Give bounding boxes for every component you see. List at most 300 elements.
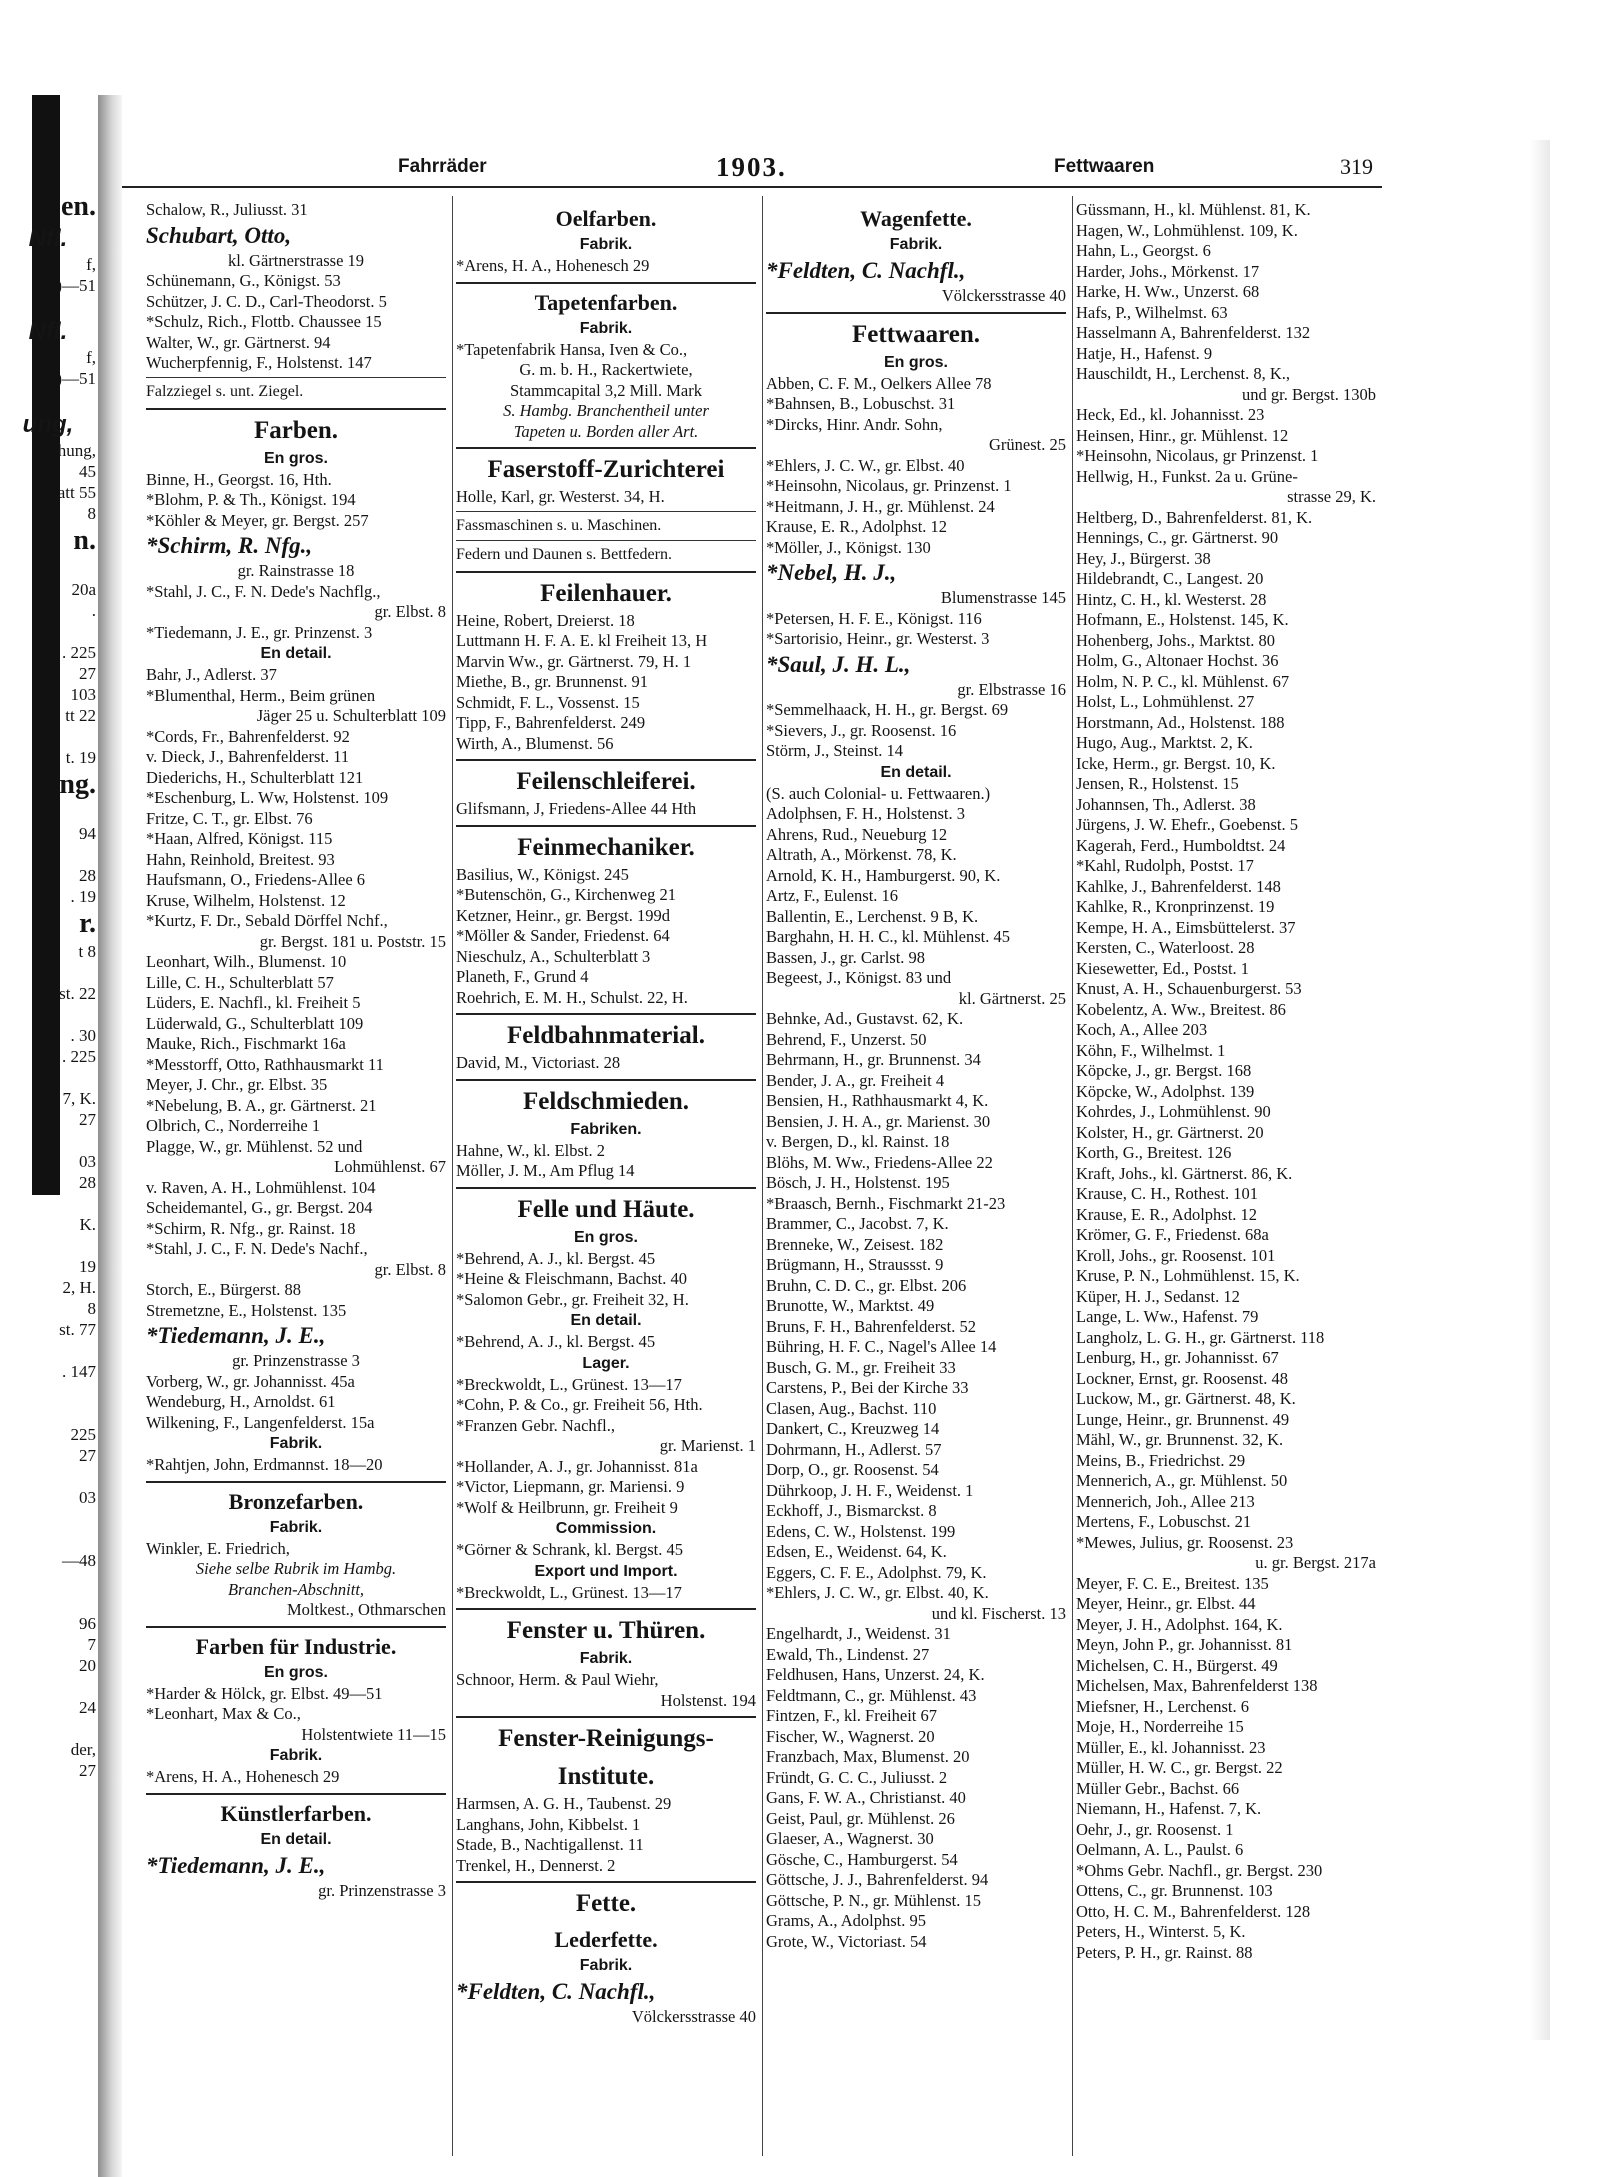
facing-page-fragment-line (0, 1508, 96, 1529)
directory-entry: Clasen, Aug., Bachst. 110 (766, 1398, 937, 1418)
facing-page-fragment-line: 03 (79, 1488, 96, 1507)
directory-entry: Dankert, C., Kreuzweg 14 (766, 1419, 940, 1438)
directory-entry: Güssmann, H., kl. Mühlenst. 81, K. (1076, 200, 1311, 219)
directory-entry: Hagen, W., Lohmühlenst. 109, K. (1076, 220, 1298, 240)
directory-entry: Arnold, K. H., Hamburgerst. 90, K. (766, 865, 1001, 885)
cross-reference: Falzziegel s. unt. Ziegel. (146, 382, 304, 400)
directory-entry: Holm, G., Altonaer Hochst. 36 (1076, 651, 1279, 670)
section-rule (766, 312, 1066, 314)
featured-entry: *Tiedemann, J. E., (146, 1852, 326, 1878)
directory-entry: Busch, G. M., gr. Freiheit 33 (766, 1357, 956, 1377)
directory-entry: *Salomon Gebr., gr. Freiheit 32, H. (456, 1289, 689, 1309)
column-2 (456, 200, 756, 2028)
facing-page-fragment-line: 27 (79, 1446, 96, 1465)
directory-entry: Müller, E., kl. Johannisst. 23 (1076, 1737, 1266, 1757)
directory-entry: kl. Gärtnerst. 25 (958, 988, 1066, 1008)
directory-entry: *Schulz, Rich., Flottb. Chaussee 15 (146, 312, 382, 331)
directory-entry: Fintzen, F., kl. Freiheit 67 (766, 1706, 938, 1725)
directory-entry: Vorberg, W., gr. Johannisst. 45a (146, 1371, 355, 1391)
facing-page-fragment-line (0, 1067, 96, 1088)
directory-entry: v. Raven, A. H., Lohmühlenst. 104 (146, 1177, 376, 1197)
directory-entry: Holm, N. P. C., kl. Mühlenst. 67 (1076, 671, 1290, 691)
directory-entry: Behrmann, H., gr. Brunnenst. 34 (766, 1050, 981, 1069)
directory-entry: Hohenberg, Johs., Marktst. 80 (1076, 630, 1276, 650)
directory-entry: Kruse, Wilhelm, Holstenst. 12 (146, 890, 346, 910)
directory-entry: Ahrens, Rud., Neueburg 12 (766, 824, 948, 844)
directory-entry: Kagerah, Ferd., Humboldtst. 24 (1076, 835, 1286, 855)
directory-entry: Hintz, C. H., kl. Westerst. 28 (1076, 589, 1267, 609)
section-rule (456, 1716, 756, 1718)
category-heading: Künstlerfarben. (220, 1800, 372, 1826)
directory-entry: Grünest. 25 (989, 435, 1066, 454)
facing-page-fragment-line: f, (86, 348, 96, 367)
directory-entry: Jäger 25 u. Schulterblatt 109 (256, 706, 446, 725)
facing-page-fragment-line: . 19 (70, 887, 96, 906)
category-heading: Faserstoff-Zurichterei (487, 456, 725, 483)
facing-page-fragment-line: 8 (87, 1299, 96, 1318)
directory-entry: Kersten, C., Waterloost. 28 (1076, 938, 1255, 957)
directory-entry: u. gr. Bergst. 217a (1255, 1553, 1376, 1572)
directory-entry: *Victor, Liepmann, gr. Mariensi. 9 (456, 1477, 685, 1496)
directory-entry: Wilkening, F., Langenfelderst. 15a (146, 1412, 375, 1432)
facing-page-fragment-line: )—51 (56, 369, 96, 388)
directory-entry: (S. auch Colonial- u. Fettwaaren.) (766, 783, 991, 803)
directory-entry: Bühring, H. F. C., Nagel's Allee 14 (766, 1337, 997, 1356)
directory-entry: Hahn, L., Georgst. 6 (1076, 241, 1211, 260)
directory-entry: *Harder & Hölck, gr. Elbst. 49—51 (146, 1683, 383, 1703)
directory-entry: gr. Rainstrasse 18 (237, 561, 355, 580)
facing-page-fragment-line: )—51 (56, 276, 96, 295)
directory-entry: Gans, F. W. A., Christianst. 40 (766, 1788, 966, 1807)
directory-entry: *Franzen Gebr. Nachfl., (456, 1415, 615, 1435)
directory-entry: *Hollander, A. J., gr. Johannisst. 81a (456, 1456, 698, 1476)
directory-entry: Knust, A. H., Schauenburgerst. 53 (1076, 979, 1302, 998)
subcategory-label: En detail. (570, 1312, 642, 1329)
facing-page-fragment-line (0, 558, 96, 579)
directory-entry: Hahne, W., kl. Elbst. 2 (456, 1140, 605, 1160)
subcategory-label: En detail. (260, 645, 332, 662)
directory-entry: Göttsche, P. N., gr. Mühlenst. 15 (766, 1890, 981, 1910)
directory-entry: *Mewes, Julius, gr. Roosenst. 23 (1076, 1532, 1294, 1552)
facing-page-fragment-line: 28 (79, 866, 96, 885)
directory-entry: Mähl, W., gr. Brunnenst. 32, K. (1076, 1430, 1284, 1449)
section-rule (456, 511, 756, 512)
subcategory-label: Fabrik. (579, 1650, 633, 1667)
directory-entry: gr. Marienst. 1 (659, 1436, 756, 1455)
directory-entry: Glifsmann, J, Friedens-Allee 44 Hth (456, 799, 697, 818)
directory-entry: Koch, A., Allee 203 (1076, 1020, 1208, 1039)
facing-page-fragment-line: 27 (79, 1761, 96, 1780)
directory-entry: Stammcapital 3,2 Mill. Mark (509, 380, 702, 400)
gutter-shadow (98, 95, 122, 2177)
facing-page-fragment-line: . 225 (62, 1047, 96, 1066)
facing-page-fragment-line (0, 389, 96, 410)
directory-entry: *Leonhart, Max & Co., (146, 1704, 301, 1723)
directory-entry: Meyer, J. H., Adolphst. 164, K. (1076, 1614, 1283, 1634)
column-4 (1076, 200, 1376, 1963)
directory-entry: gr. Elbstrasse 16 (957, 679, 1066, 699)
category-note: S. Hambg. Branchentheil unter (503, 401, 709, 420)
category-heading: Feldschmieden. (523, 1087, 689, 1115)
directory-entry: *Köhler & Meyer, gr. Bergst. 257 (146, 510, 369, 530)
directory-entry: Dorp, O., gr. Roosenst. 54 (766, 1460, 939, 1479)
category-heading: Feinmechaniker. (517, 833, 695, 861)
directory-entry: *Haan, Alfred, Königst. 115 (146, 829, 333, 848)
directory-entry: Adolphsen, F. H., Holstenst. 3 (766, 804, 965, 823)
directory-entry: *Arens, H. A., Hohenesch 29 (456, 256, 650, 275)
directory-entry: Meyer, F. C. E., Breitest. 135 (1076, 1573, 1269, 1593)
facing-page-fragment-line: r. (79, 908, 96, 939)
facing-page-fragment-line: . 30 (70, 1026, 96, 1045)
facing-page-fragment-line (0, 621, 96, 642)
directory-entry: Basilius, W., Königst. 245 (456, 864, 629, 884)
directory-entry: Krause, C. H., Rothest. 101 (1076, 1184, 1258, 1203)
directory-entry: Luckow, M., gr. Gärtnerst. 48, K. (1076, 1389, 1296, 1408)
facing-page-fragment (0, 190, 96, 1781)
directory-entry: Ballentin, E., Lerchenst. 9 B, K. (766, 906, 979, 926)
subcategory-label: Fabrik. (269, 1518, 323, 1536)
directory-entry: Lange, L. Ww., Hafenst. 79 (1076, 1307, 1259, 1326)
directory-entry: Hildebrandt, C., Langest. 20 (1076, 569, 1264, 588)
directory-entry: Lüderwald, G., Schulterblatt 109 (146, 1013, 364, 1033)
facing-page-fragment-line: 28 (79, 1173, 96, 1192)
facing-page-fragment-line: t 8 (78, 942, 96, 961)
directory-entry: *Butenschön, G., Kirchenweg 21 (456, 885, 676, 904)
facing-page-fragment-line: 27 (79, 1110, 96, 1129)
section-rule (456, 447, 756, 449)
directory-entry: Holle, Karl, gr. Westerst. 34, H. (456, 487, 665, 506)
facing-page-fragment-line: 27 (79, 664, 96, 683)
directory-entry: Altrath, A., Mörkenst. 78, K. (766, 845, 957, 864)
directory-entry: Brunotte, W., Marktst. 49 (766, 1296, 935, 1315)
directory-entry: *Rahtjen, John, Erdmannst. 18—20 (146, 1455, 383, 1474)
directory-entry: Brenneke, W., Zeisest. 182 (766, 1234, 944, 1254)
directory-entry: *Braasch, Bernh., Fischmarkt 21-23 (766, 1193, 1006, 1213)
directory-entry: Hasselmann A, Bahrenfelderst. 132 (1076, 323, 1311, 342)
directory-entry: Tipp, F., Bahrenfelderst. 249 (456, 713, 646, 732)
column-divider (762, 196, 763, 2156)
directory-entry: *Tapetenfabrik Hansa, Iven & Co., (456, 339, 688, 359)
directory-entry: *Blumenthal, Herm., Beim grünen (146, 685, 376, 705)
directory-entry: *Bahnsen, B., Lobuschst. 31 (766, 394, 956, 413)
directory-entry: Blöhs, M. Ww., Friedens-Allee 22 (766, 1152, 993, 1172)
facing-page-fragment-line: ung, (22, 411, 74, 438)
running-header (122, 150, 1382, 184)
featured-entry: *Feldten, C. Nachfl., (766, 258, 966, 283)
category-heading: Feilenschleiferei. (516, 768, 696, 795)
directory-entry: *Stahl, J. C., F. N. Dede's Nachf., (146, 1239, 368, 1258)
subcategory-label: Commission. (555, 1520, 657, 1537)
directory-entry: Franzbach, Max, Blumenst. 20 (766, 1747, 970, 1766)
directory-entry: Begeest, J., Königst. 83 und (766, 968, 952, 987)
directory-entry: *Eschenburg, L. Ww, Holstenst. 109 (146, 788, 389, 807)
directory-entry: v. Dieck, J., Bahrenfelderst. 11 (146, 747, 350, 766)
section-rule (456, 1608, 756, 1610)
directory-entry: Feldtmann, C., gr. Mühlenst. 43 (766, 1685, 977, 1705)
directory-entry: Icke, Herm., gr. Bergst. 10, K. (1076, 753, 1276, 773)
directory-entry: *Behrend, A. J., kl. Bergst. 45 (456, 1332, 656, 1351)
directory-entry: Langhans, John, Kibbelst. 1 (456, 1814, 641, 1834)
directory-entry: Miethe, B., gr. Brunnenst. 91 (456, 672, 649, 691)
directory-entry: Harmsen, A. G. H., Taubenst. 29 (456, 1794, 672, 1813)
facing-page-fragment-line (0, 1235, 96, 1256)
directory-entry: Lohmühlenst. 67 (334, 1157, 446, 1176)
directory-entry: G. m. b. H., Rackertwiete, (519, 360, 693, 379)
directory-entry: Hofmann, E., Holstenst. 145, K. (1076, 610, 1289, 629)
directory-entry: Eggers, C. F. E., Adolphst. 79, K. (766, 1562, 987, 1582)
directory-entry: *Behrend, A. J., kl. Bergst. 45 (456, 1248, 656, 1268)
section-rule (456, 571, 756, 573)
directory-entry: *Messtorff, Otto, Rathhausmarkt 11 (146, 1054, 384, 1074)
column-divider (1072, 196, 1073, 2156)
directory-entry: und kl. Fischerst. 13 (931, 1603, 1066, 1623)
directory-entry: *Heinsohn, Nicolaus, gr. Prinzenst. 1 (766, 476, 1012, 495)
facing-page-fragment-line (0, 726, 96, 747)
category-heading: Farben für Industrie. (195, 1633, 397, 1659)
directory-entry: Olbrich, C., Norderreihe 1 (146, 1116, 321, 1135)
facing-page-fragment-line: 8 (87, 504, 96, 523)
facing-page-fragment-line: att 55 (57, 483, 96, 502)
subcategory-label: Fabrik. (579, 319, 633, 337)
directory-entry: Bensien, J. H. A., gr. Marienst. 30 (766, 1111, 991, 1131)
directory-entry: Bahr, J., Adlerst. 37 (146, 665, 277, 684)
facing-page-fragment-line (0, 1340, 96, 1361)
category-heading: Fenster u. Thüren. (506, 1617, 706, 1644)
subcategory-label: En gros. (883, 353, 948, 371)
directory-entry: Kraft, Johs., kl. Gärtnerst. 86, K. (1076, 1163, 1293, 1183)
header-year: 1903. (716, 152, 787, 182)
directory-entry: Walter, W., gr. Gärtnerst. 94 (146, 332, 331, 352)
facing-page-fragment-line (0, 802, 96, 823)
directory-entry: *Dircks, Hinr. Andr. Sohn, (766, 414, 943, 434)
facing-page-fragment-line (0, 1130, 96, 1151)
facing-page-fragment-line: 7 (87, 1635, 96, 1654)
directory-entry: Blumenstrasse 145 (940, 588, 1066, 607)
directory-entry: Feldhusen, Hans, Unzerst. 24, K. (766, 1665, 985, 1684)
directory-entry: *Breckwoldt, L., Grünest. 13—17 (456, 1374, 682, 1394)
directory-entry: *Semmelhaack, H. H., gr. Bergst. 69 (766, 700, 1009, 719)
facing-page-fragment-line: K. (79, 1215, 96, 1234)
directory-entry: Edsen, E., Weidenst. 64, K. (766, 1542, 947, 1561)
directory-entry: Köhn, F., Wilhelmst. 1 (1076, 1040, 1226, 1060)
column-divider (452, 196, 453, 2156)
header-rule (122, 186, 1382, 188)
category-heading: Institute. (557, 1763, 655, 1790)
directory-entry: Meyer, Heinr., gr. Elbst. 44 (1076, 1594, 1256, 1613)
directory-entry: Kolster, H., gr. Gärtnerst. 20 (1076, 1122, 1264, 1142)
directory-entry: *Ehlers, J. C. W., gr. Elbst. 40 (766, 455, 965, 475)
directory-entry: Planeth, F., Grund 4 (456, 967, 589, 986)
directory-entry: Kroll, Johs., gr. Roosenst. 101 (1076, 1245, 1276, 1265)
directory-entry: *Schirm, R. Nfg., gr. Rainst. 18 (146, 1218, 356, 1238)
facing-page-fragment-line: tt 22 (65, 706, 96, 725)
directory-entry: Fritze, C. T., gr. Elbst. 76 (146, 808, 313, 828)
featured-entry: *Nebel, H. J., (766, 560, 897, 585)
directory-entry: Fischer, W., Wagnerst. 20 (766, 1726, 935, 1746)
directory-entry: Meyn, John P., gr. Johannisst. 81 (1076, 1635, 1293, 1654)
facing-page-fragment-line: 103 (70, 685, 96, 704)
category-heading: Farben. (253, 416, 339, 444)
directory-entry: Harke, H. Ww., Unzerst. 68 (1076, 282, 1260, 301)
directory-entry: Kobelentz, A. Ww., Breitest. 86 (1076, 999, 1286, 1019)
facing-page-fragment-line: st. 22 (59, 984, 96, 1003)
directory-entry: gr. Prinzenstrasse 3 (318, 1880, 446, 1900)
subcategory-label: En detail. (880, 763, 952, 781)
cross-reference: Federn und Daunen s. Bettfedern. (456, 545, 672, 563)
directory-entry: Lenburg, H., gr. Johannisst. 67 (1076, 1348, 1279, 1367)
directory-entry: Ottens, C., gr. Brunnenst. 103 (1076, 1881, 1273, 1900)
category-heading: Tapetenfarben. (534, 289, 678, 315)
directory-entry: *Blohm, P. & Th., Königst. 194 (146, 490, 356, 509)
page-number: 319 (1340, 154, 1373, 179)
directory-entry: Carstens, P., Bei der Kirche 33 (766, 1378, 969, 1397)
facing-page-fragment-line: 96 (79, 1614, 96, 1633)
featured-entry: *Feldten, C. Nachfl., (456, 1979, 656, 2004)
directory-entry: Müller Gebr., Bachst. 66 (1076, 1778, 1240, 1798)
directory-entry: Schünemann, G., Königst. 53 (146, 271, 341, 290)
directory-entry: Marvin Ww., gr. Gärtnerst. 79, H. 1 (456, 651, 692, 671)
directory-entry: Hennings, C., gr. Gärtnerst. 90 (1076, 528, 1279, 547)
directory-entry: gr. Bergst. 181 u. Poststr. 15 (259, 931, 446, 951)
featured-entry: Schubart, Otto, (146, 222, 292, 248)
directory-entry: Behnke, Ad., Gustavst. 62, K. (766, 1009, 964, 1028)
directory-entry: Ketzner, Heinr., gr. Bergst. 199d (456, 905, 670, 925)
facing-page-fragment-line: 7, K. (62, 1089, 96, 1108)
directory-entry: Lille, C. H., Schulterblatt 57 (146, 972, 334, 992)
directory-entry: Storch, E., Bürgerst. 88 (146, 1280, 302, 1299)
directory-entry: Leonhart, Wilh., Blumenst. 10 (146, 952, 347, 971)
directory-entry: *Ehlers, J. C. W., gr. Elbst. 40, K. (766, 1583, 989, 1602)
directory-entry: Moje, H., Norderreihe 15 (1076, 1717, 1244, 1736)
header-left-keyword: Fahrräder (398, 156, 487, 177)
facing-page-fragment-line: Nfl. (28, 318, 68, 345)
category-heading: Fette. (575, 1890, 637, 1917)
directory-entry: Edens, C. W., Holstenst. 199 (766, 1521, 956, 1541)
directory-entry: Geist, Paul, gr. Mühlenst. 26 (766, 1808, 955, 1828)
directory-entry: Bruhn, C. D. C., gr. Elbst. 206 (766, 1275, 967, 1295)
directory-entry: Köpcke, W., Adolphst. 139 (1076, 1081, 1255, 1101)
directory-entry: *Stahl, J. C., F. N. Dede's Nachflg., (146, 581, 381, 601)
section-rule (456, 759, 756, 761)
directory-entry: Miefsner, H., Lerchenst. 6 (1076, 1696, 1249, 1716)
facing-page-fragment-line: —48 (62, 1551, 96, 1570)
directory-entry: Peters, H., Winterst. 5, K. (1076, 1922, 1246, 1941)
directory-entry: Wirth, A., Blumenst. 56 (456, 733, 614, 753)
directory-entry: Kempe, H. A., Eimsbüttelerst. 37 (1076, 917, 1296, 937)
directory-entry: Krause, E. R., Adolphst. 12 (1076, 1204, 1258, 1224)
facing-page-fragment-line (0, 844, 96, 865)
section-rule (456, 1013, 756, 1015)
subcategory-label: Fabrik. (889, 236, 943, 253)
directory-entry: *Ohms Gebr. Nachfl., gr. Bergst. 230 (1076, 1860, 1323, 1880)
directory-entry: Jensen, R., Holstenst. 15 (1076, 774, 1239, 793)
facing-page-fragment-line: st. 77 (59, 1320, 96, 1339)
directory-entry: *Sartorisio, Heinr., gr. Westerst. 3 (766, 629, 990, 648)
header-right-keyword: Fettwaaren (1054, 156, 1155, 177)
directory-entry: Köpcke, J., gr. Bergst. 168 (1076, 1061, 1252, 1080)
facing-page-fragment-line: 19 (79, 1257, 96, 1276)
directory-entry: Behrend, F., Unzerst. 50 (766, 1029, 927, 1049)
directory-entry: Eckhoff, J., Bismarckst. 8 (766, 1501, 937, 1520)
directory-entry: Roehrich, E. M. H., Schulst. 22, H. (456, 987, 688, 1007)
directory-entry: Gösche, C., Hamburgerst. 54 (766, 1849, 958, 1869)
directory-entry: Mauke, Rich., Fischmarkt 16a (146, 1034, 346, 1053)
directory-entry: Bender, J. A., gr. Freiheit 4 (766, 1070, 945, 1090)
directory-entry: Dührkoop, J. H. F., Weidenst. 1 (766, 1480, 974, 1500)
directory-entry: Oehr, J., gr. Roosenst. 1 (1076, 1819, 1234, 1839)
directory-entry: Kohrdes, J., Lohmühlenst. 90 (1076, 1102, 1271, 1121)
facing-page-fragment-line: . (91, 601, 96, 620)
directory-entry: Nieschulz, A., Schulterblatt 3 (456, 946, 651, 966)
directory-entry: Fründt, G. C. C., Juliusst. 2 (766, 1767, 948, 1787)
facing-page-fragment-line: ng. (59, 769, 96, 800)
directory-entry: Ewald, Th., Lindenst. 27 (766, 1644, 930, 1664)
facing-page-fragment-line: f, (86, 255, 96, 274)
directory-entry: *Heitmann, J. H., gr. Mühlenst. 24 (766, 496, 995, 516)
directory-entry: Bösch, J. H., Holstenst. 195 (766, 1173, 950, 1192)
directory-entry: Heck, Ed., kl. Johannisst. 23 (1076, 405, 1265, 424)
column-3 (766, 200, 1066, 1952)
directory-entry: Otto, H. C. M., Bahrenfelderst. 128 (1076, 1901, 1311, 1921)
directory-entry: *Möller, J., Königst. 130 (766, 537, 931, 557)
category-heading: Fettwaaren. (852, 320, 980, 348)
facing-page-fragment-line: 45 (79, 462, 96, 481)
directory-entry: *Kahl, Rudolph, Postst. 17 (1076, 856, 1254, 875)
facing-page-fragment-line: 2, H. (62, 1278, 96, 1297)
subcategory-label: Fabrik. (269, 1747, 323, 1764)
directory-entry: Diederichs, H., Schulterblatt 121 (146, 767, 364, 787)
facing-page-fragment-line (0, 1382, 96, 1403)
directory-entry: *Breckwoldt, L., Grünest. 13—17 (456, 1582, 682, 1602)
directory-entry: *Tiedemann, J. E., gr. Prinzenst. 3 (146, 622, 373, 642)
facing-page-fragment-line: t. 19 (65, 748, 96, 767)
section-rule (146, 377, 446, 378)
directory-entry: Heinsen, Hinr., gr. Mühlenst. 12 (1076, 425, 1289, 445)
subcategory-label: En gros. (263, 449, 328, 467)
directory-entry: Völckersstrasse 40 (941, 286, 1066, 305)
section-rule (146, 1793, 446, 1795)
directory-entry: Hauschildt, H., Lerchenst. 8, K., (1076, 364, 1290, 383)
directory-entry: *Arens, H. A., Hohenesch 29 (146, 1767, 340, 1786)
facing-page-fragment-line (0, 296, 96, 317)
directory-entry: Kiesewetter, Ed., Postst. 1 (1076, 958, 1250, 978)
subcategory-label: Export und Import. (534, 1562, 678, 1580)
directory-entry: *Sievers, J., gr. Roosenst. 16 (766, 720, 957, 740)
facing-page-fragment-line: . 225 (62, 643, 96, 662)
directory-entry: Holstenst. 194 (660, 1690, 756, 1710)
directory-entry: Moltkest., Othmarschen (286, 1600, 446, 1619)
category-heading: Fenster-Reinigungs- (498, 1725, 714, 1752)
directory-entry: Horstmann, Ad., Holstenst. 188 (1076, 712, 1285, 732)
directory-entry: Harder, Johs., Mörkenst. 17 (1076, 261, 1260, 281)
category-heading: Felle und Häute. (517, 1195, 695, 1223)
subcategory-label: Fabriken. (570, 1120, 642, 1138)
directory-entry: *Nebelung, B. A., gr. Gärtnerst. 21 (146, 1095, 377, 1115)
directory-entry: Abben, C. F. M., Oelkers Allee 78 (766, 373, 992, 393)
directory-entry: David, M., Victoriast. 28 (456, 1053, 621, 1072)
category-heading: Feldbahnmaterial. (507, 1022, 705, 1049)
directory-entry: gr. Prinzenstrasse 3 (232, 1351, 360, 1370)
directory-entry: Mennerich, Joh., Allee 213 (1076, 1491, 1255, 1511)
directory-entry: *Cohn, P. & Co., gr. Freiheit 56, Hth. (456, 1395, 703, 1414)
directory-entry: Küper, H. J., Sedanst. 12 (1076, 1286, 1240, 1306)
directory-entry: Binne, H., Georgst. 16, Hth. (146, 469, 332, 489)
directory-entry: Glaeser, A., Wagnerst. 30 (766, 1829, 934, 1848)
directory-entry: Luttmann H. F. A. E. kl Freiheit 13, H (456, 631, 708, 650)
facing-page-fragment-line: 20a (71, 580, 96, 599)
directory-entry: Heltberg, D., Bahrenfelderst. 81, K. (1076, 507, 1313, 527)
directory-entry: Lunge, Heinr., gr. Brunnenst. 49 (1076, 1409, 1290, 1429)
